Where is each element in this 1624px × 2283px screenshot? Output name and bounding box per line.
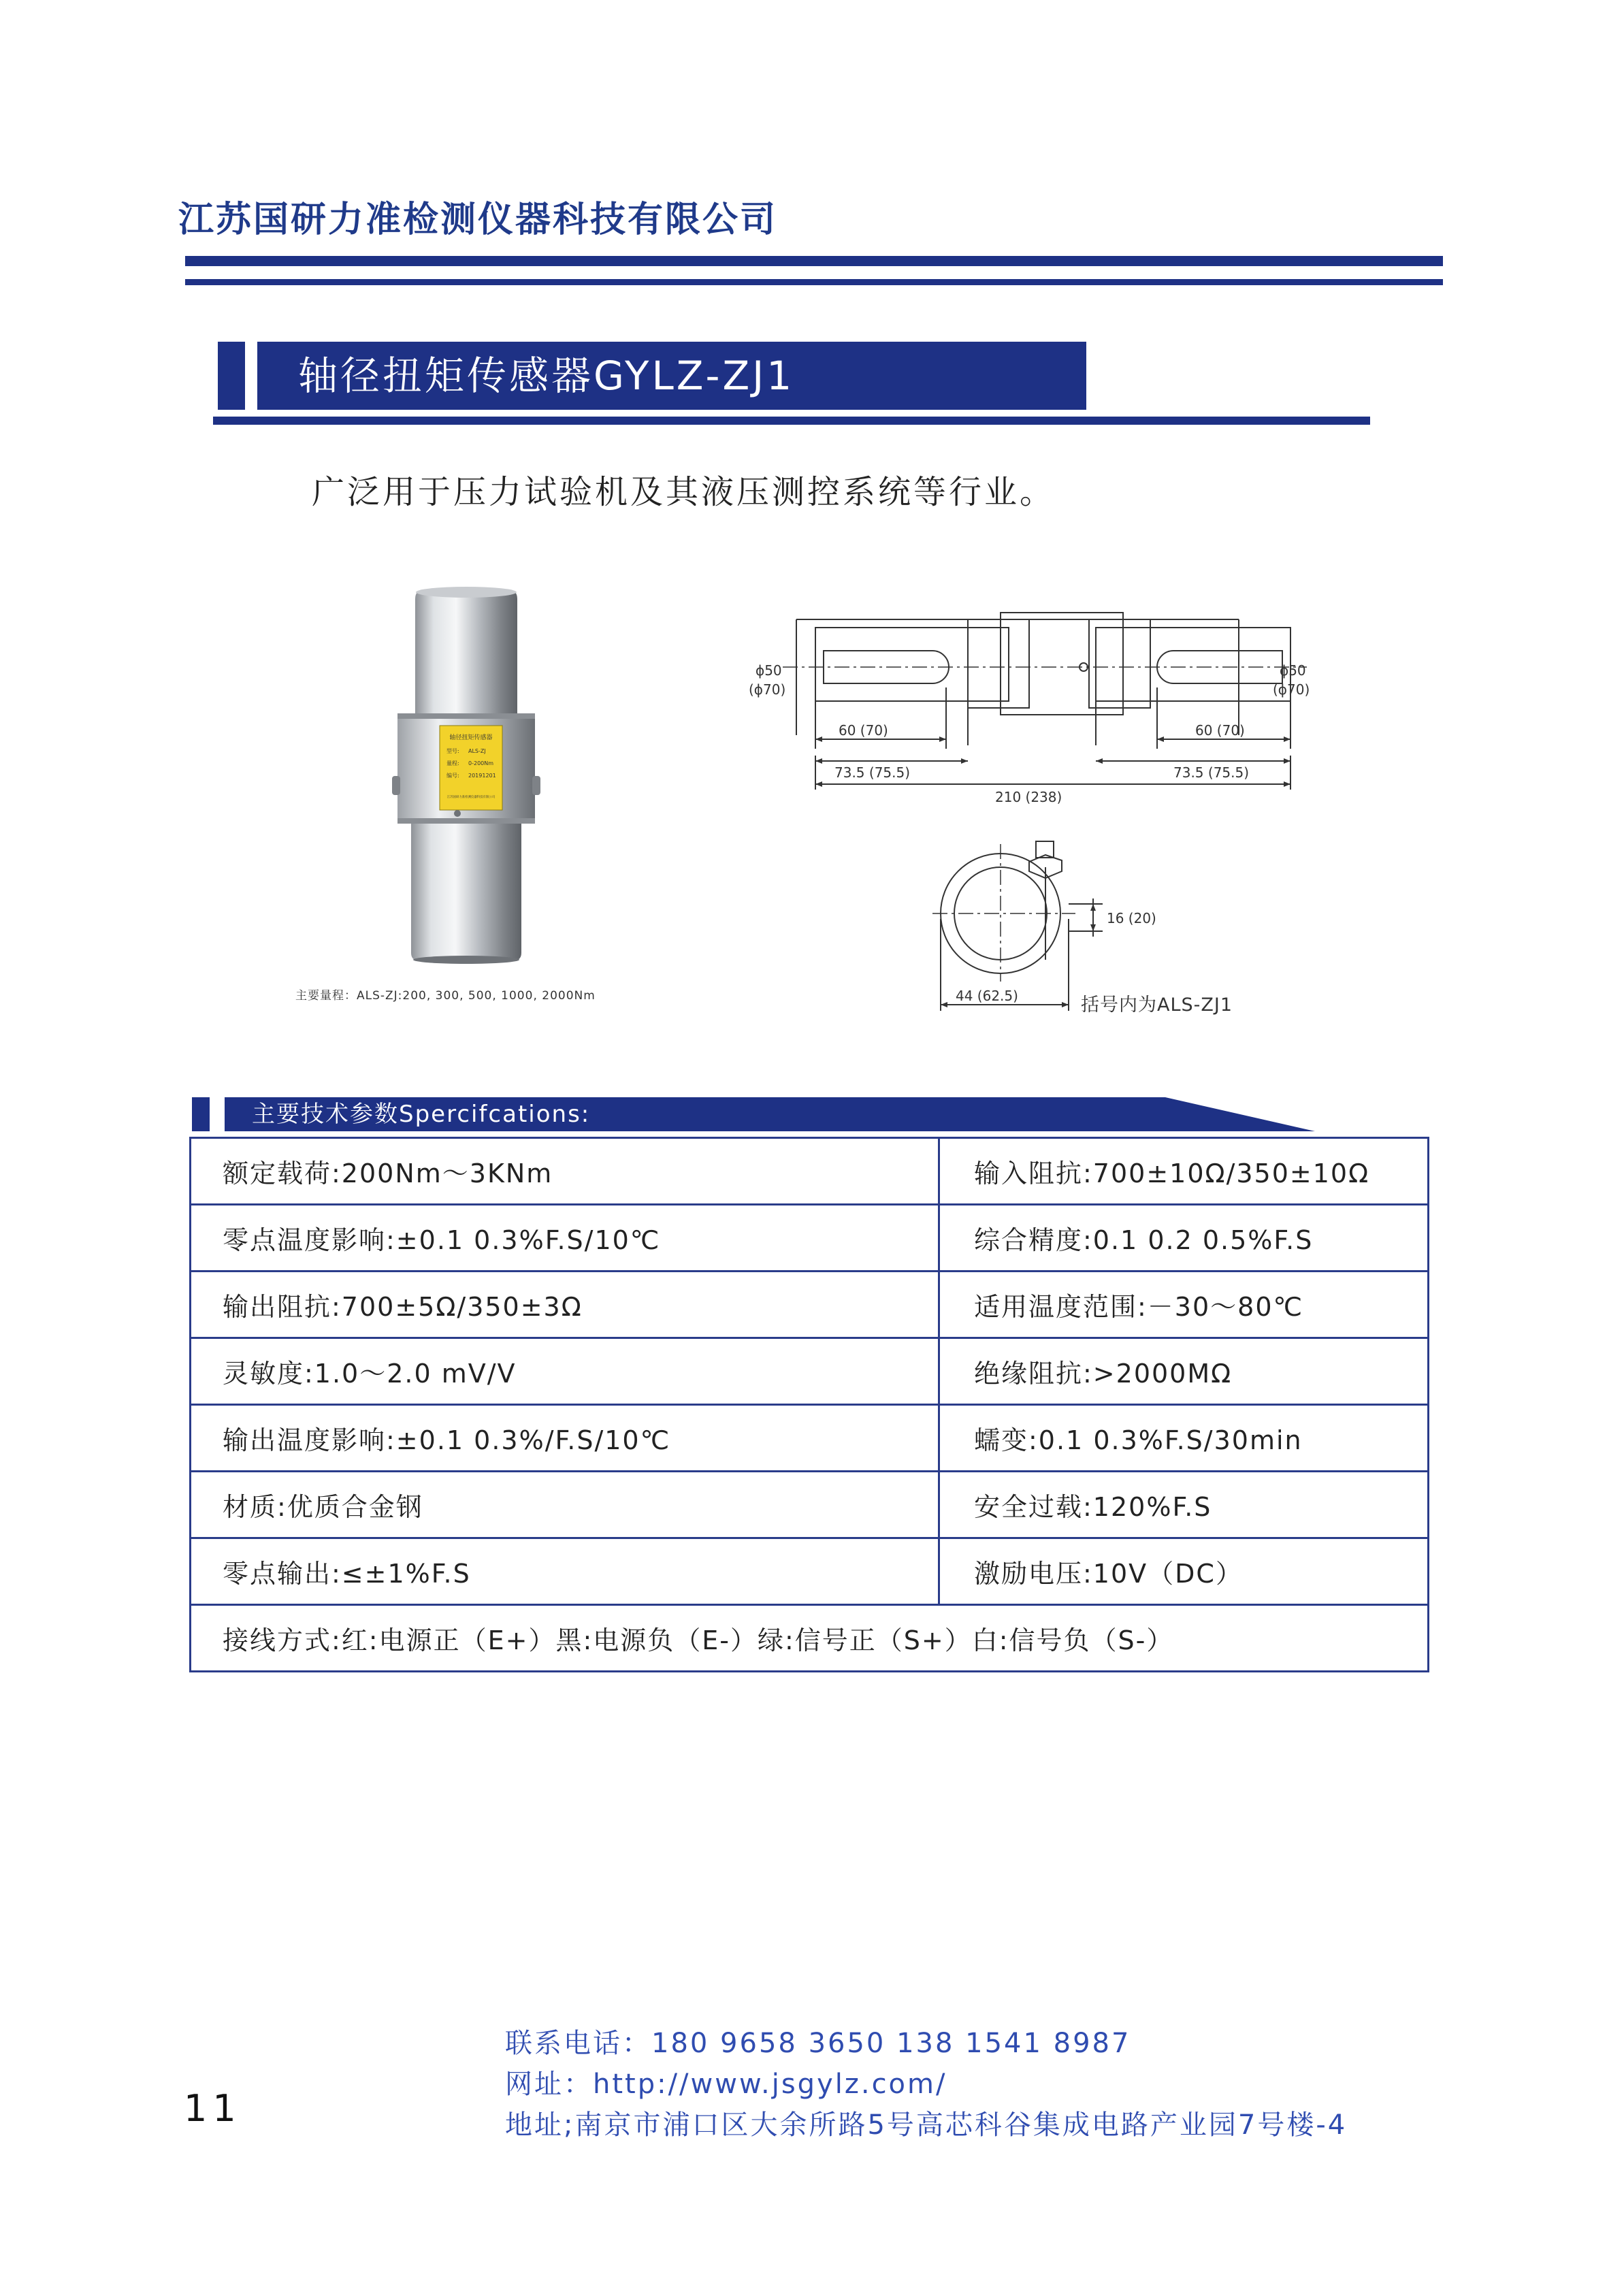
company-name: 江苏国研力准检测仪器科技有限公司 (178, 199, 778, 240)
header-rule-thin (185, 279, 1443, 285)
dim-width: 44 (62.5) (956, 988, 1018, 1004)
nameplate-title: 轴径扭矩传感器 (449, 734, 493, 741)
spec-cell: 零点温度影响:±0.1 0.3%F.S/10℃ (191, 1205, 939, 1272)
dim-key-left: 60 (70) (839, 722, 888, 739)
spec-cell: 绝缘阻抗:>2000MΩ (939, 1338, 1429, 1405)
spec-cell: 输入阻抗:700±10Ω/350±10Ω (939, 1138, 1429, 1205)
spec-cell: 灵敏度:1.0～2.0 mV/V (191, 1338, 939, 1405)
dim-dia-left-alt: (ϕ70) (749, 681, 786, 698)
table-row (191, 1338, 1429, 1405)
title-rule (213, 417, 1370, 425)
range-caption: 主要量程：ALS-ZJ:200, 300, 500, 1000, 2000Nm (295, 989, 596, 1003)
spec-cell: 适用温度范围:－30～80℃ (939, 1272, 1429, 1338)
table-row (191, 1272, 1429, 1338)
nameplate-maker: 江苏国研力准检测仪器科技有限公司 (446, 796, 496, 799)
spec-cell: 安全过载:120%F.S (939, 1472, 1429, 1538)
dim-height: 16 (20) (1107, 910, 1156, 926)
header-rule-thick (185, 256, 1443, 266)
nameplate-serial-label: 编号: (446, 773, 459, 779)
spec-cell: 输出阻抗:700±5Ω/350±3Ω (191, 1272, 939, 1338)
nameplate-range-value: 0-200Nm (468, 760, 494, 766)
product-intro: 广泛用于压力试验机及其液压测控系统等行业。 (312, 473, 1056, 511)
dim-shaft-right: 73.5 (75.5) (1173, 764, 1250, 781)
table-row (191, 1605, 1429, 1672)
table-row (191, 1405, 1429, 1472)
nameplate-range-label: 量程: (446, 760, 459, 766)
contact-address: 地址;南京市浦口区大余所路5号高芯科谷集成电路产业园7号楼-4 (505, 2109, 1348, 2141)
contact-phone: 联系电话：180 9658 3650 138 1541 8987 (505, 2028, 1131, 2059)
dim-key-right: 60 (70) (1195, 722, 1245, 739)
spec-cell: 材质:优质合金钢 (191, 1472, 939, 1538)
spec-table (189, 1137, 1429, 1672)
drawing-note: 括号内为ALS-ZJ1 (1081, 994, 1233, 1016)
spec-cell: 激励电压:10V（DC） (939, 1538, 1429, 1605)
contact-website[interactable]: 网址：http://www.jsgylz.com/ (505, 2069, 947, 2100)
title-marker (218, 342, 245, 410)
spec-cell: 蠕变:0.1 0.3%F.S/30min (939, 1405, 1429, 1472)
wiring-cell: 接线方式:红:电源正（E+）黑:电源负（E-）绿:信号正（S+）白:信号负（S-） (191, 1605, 1429, 1672)
nameplate-serial-value: 20191201 (468, 773, 496, 779)
table-row (191, 1138, 1429, 1205)
nameplate-model-label: 型号: (446, 748, 459, 754)
dim-shaft-left: 73.5 (75.5) (834, 764, 911, 781)
table-row (191, 1205, 1429, 1272)
technical-drawing (721, 599, 1348, 1035)
dim-total: 210 (238) (995, 789, 1062, 805)
spec-cell: 零点输出:≤±1%F.S (191, 1538, 939, 1605)
spec-heading: 主要技术参数Spercifcations: (252, 1101, 591, 1128)
dim-dia-right: ϕ50 (1280, 662, 1306, 679)
table-row (191, 1472, 1429, 1538)
spec-cell: 输出温度影响:±0.1 0.3%/F.S/10℃ (191, 1405, 939, 1472)
spec-cell: 额定载荷:200Nm～3KNm (191, 1138, 939, 1205)
page-number: 11 (184, 2087, 242, 2130)
spec-cell: 综合精度:0.1 0.2 0.5%F.S (939, 1205, 1429, 1272)
product-title: 轴径扭矩传感器GYLZ-ZJ1 (298, 353, 795, 399)
dim-dia-left: ϕ50 (756, 662, 782, 679)
nameplate-model-value: ALS-ZJ (468, 748, 486, 754)
dim-dia-right-alt: (ϕ70) (1273, 681, 1310, 698)
table-row (191, 1538, 1429, 1605)
product-photo (381, 585, 558, 967)
